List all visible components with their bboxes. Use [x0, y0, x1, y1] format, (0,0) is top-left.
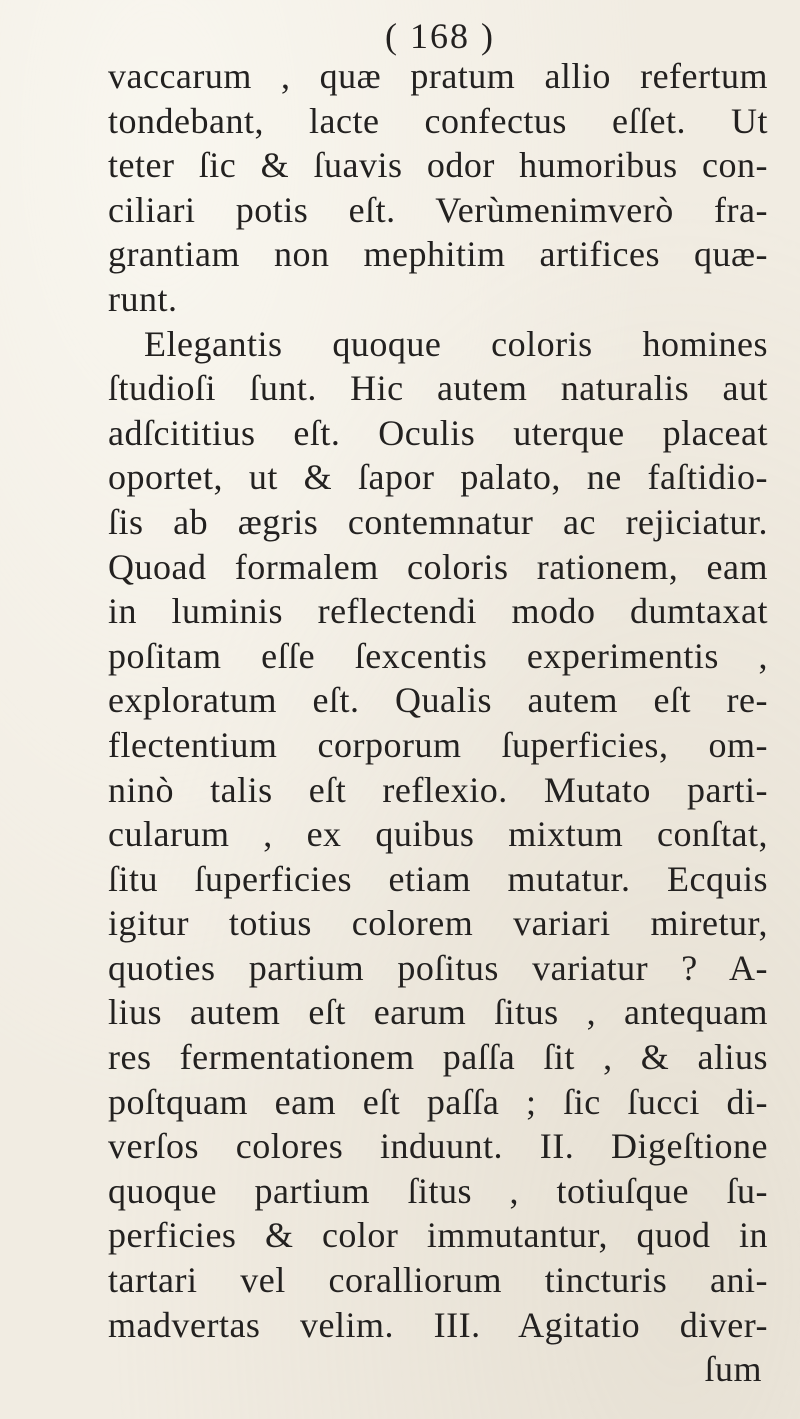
catchword: ſum: [704, 1349, 762, 1390]
text-line: quoque partium ſitus , totiuſque ſu-: [108, 1170, 768, 1211]
text-line: adſcititius eſt. Oculis uterque placeat: [108, 412, 768, 453]
text-line: teter ſic & ſuavis odor humoribus con-: [108, 145, 768, 186]
text-line: madvertas velim. III. Agitatio diver-: [108, 1304, 768, 1345]
page-number: ( 168 ): [385, 16, 495, 56]
text-line: runt.: [108, 278, 178, 319]
text-line: ciliari potis eſt. Verùmenimverò fra-: [108, 189, 768, 230]
text-line: res fermentationem paſſa ſit , & alius: [108, 1037, 768, 1078]
text-line: in luminis reflectendi modo dumtaxat: [108, 591, 768, 632]
text-line: cularum , ex quibus mixtum conſtat,: [108, 814, 768, 855]
text-line: tondebant, lacte confectus eſſet. Ut: [108, 100, 768, 141]
text-line: igitur totius colorem variari miretur,: [108, 903, 768, 944]
text-line: perficies & color immutantur, quod in: [108, 1215, 768, 1256]
text-line: ninò talis eſt reflexio. Mutato parti-: [108, 769, 768, 810]
text-line: oportet, ut & ſapor palato, ne faſtidio-: [108, 457, 768, 498]
text-line: Elegantis quoque coloris homines: [144, 323, 768, 364]
text-line: ſtudioſi ſunt. Hic autem naturalis aut: [108, 368, 768, 409]
text-line: tartari vel coralliorum tincturis ani-: [108, 1260, 768, 1301]
text-line: poſtquam eam eſt paſſa ; ſic ſucci di-: [108, 1081, 768, 1122]
text-line: flectentium corporum ſuperficies, om-: [108, 724, 768, 765]
text-line: verſos colores induunt. II. Digeſtione: [108, 1126, 768, 1167]
text-line: lius autem eſt earum ſitus , antequam: [108, 992, 768, 1033]
text-line: poſitam eſſe ſexcentis experimentis ,: [108, 635, 768, 676]
text-line: exploratum eſt. Qualis autem eſt re-: [108, 680, 768, 721]
text-line: Quoad formalem coloris rationem, eam: [108, 546, 768, 587]
text-line: grantiam non mephitim artifices quæ-: [108, 234, 768, 275]
text-line: quoties partium poſitus variatur ? A-: [108, 947, 768, 988]
body-text: [108, 54, 768, 1392]
text-line: ſis ab ægris contemnatur ac rejiciatur.: [108, 501, 768, 542]
text-line: ſitu ſuperficies etiam mutatur. Ecquis: [108, 858, 768, 899]
text-line: vaccarum , quæ pratum allio refertum: [108, 56, 768, 96]
